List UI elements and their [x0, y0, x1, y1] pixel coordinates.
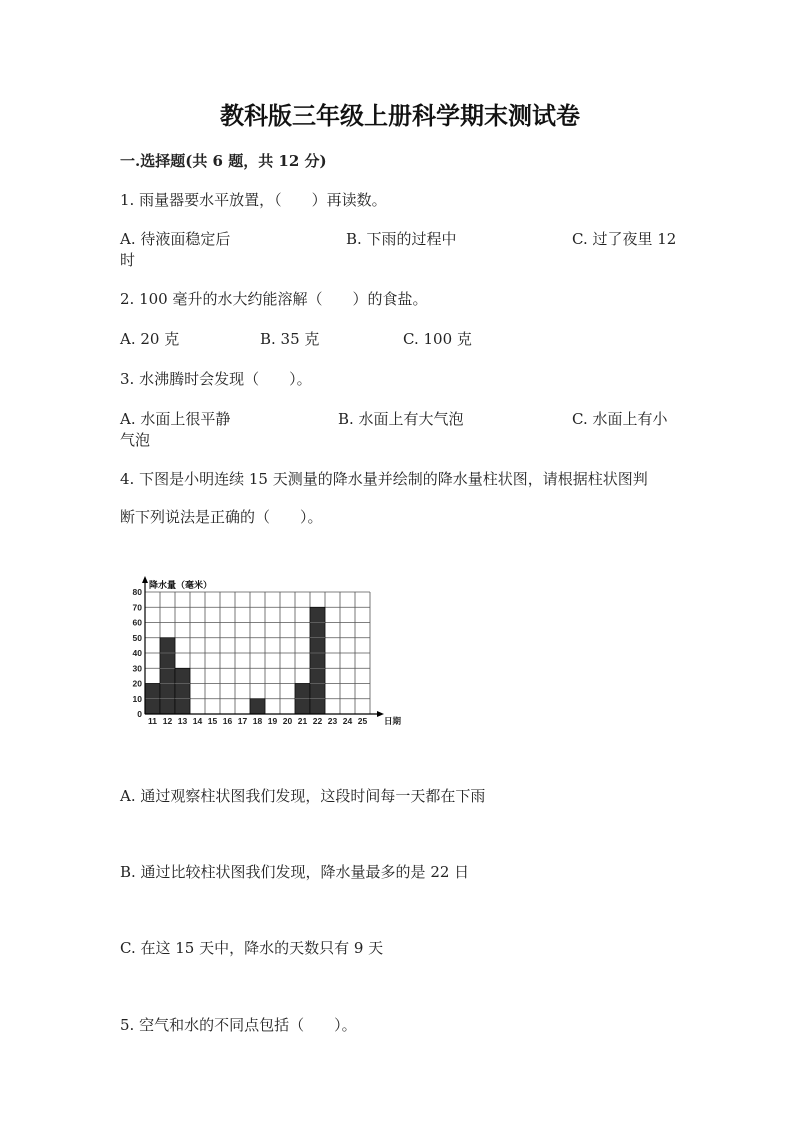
- q4-option-c: C. 在这 15 天中，降水的天数只有 9 天: [120, 939, 384, 957]
- x-tick-label: 16: [222, 716, 233, 726]
- q1-option-c: C. 过了夜里 12: [572, 230, 677, 248]
- bar-13: [175, 668, 190, 714]
- x-tick-label: 15: [207, 716, 218, 726]
- question-3: 3. 水沸腾时会发现（ ）。: [120, 370, 312, 388]
- page-title: 教科版三年级上册科学期末测试卷: [220, 101, 580, 130]
- precipitation-bar-chart: [110, 568, 402, 738]
- x-tick-label: 23: [327, 716, 338, 726]
- question-1: 1. 雨量器要水平放置，（ ）再读数。: [120, 191, 387, 209]
- bar-22: [310, 607, 325, 714]
- y-tick-label: 0: [137, 709, 142, 719]
- chart-svg: [110, 568, 402, 738]
- x-tick-label: 14: [192, 716, 203, 726]
- y-axis-arrow: [142, 576, 148, 583]
- q2-option-a: A. 20 克: [120, 330, 180, 348]
- y-tick-label: 10: [132, 693, 142, 704]
- x-axis-arrow: [377, 711, 384, 717]
- y-tick-label: 70: [132, 602, 142, 613]
- q4-option-b: B. 通过比较柱状图我们发现，降水量最多的是 22 日: [120, 863, 470, 881]
- bar-12: [160, 638, 175, 714]
- question-5: 5. 空气和水的不同点包括（ ）。: [120, 1016, 357, 1034]
- question-2: 2. 100 毫升的水大约能溶解（ ）的食盐。: [120, 290, 428, 308]
- q2-option-c: C. 100 克: [403, 330, 472, 348]
- y-tick-label: 80: [132, 587, 142, 597]
- y-tick-label: 40: [132, 648, 142, 658]
- q3-option-b: B. 水面上有大气泡: [338, 410, 464, 428]
- q3-option-a: A. 水面上很平静: [120, 410, 231, 428]
- x-tick-label: 24: [342, 716, 353, 726]
- q3-option-c: C. 水面上有小: [572, 410, 668, 428]
- q1-option-a: A. 待液面稳定后: [120, 230, 231, 248]
- x-tick-label: 19: [267, 716, 278, 726]
- y-tick-label: 20: [132, 678, 142, 689]
- x-tick-label: 21: [297, 716, 308, 726]
- x-tick-label: 17: [237, 716, 248, 726]
- q3-option-c-wrap: 气泡: [120, 431, 151, 449]
- x-tick-label: 11: [148, 716, 157, 726]
- x-tick-label: 22: [312, 716, 323, 726]
- q4-option-a: A. 通过观察柱状图我们发现，这段时间每一天都在下雨: [120, 787, 486, 805]
- question-4-line-2: 断下列说法是正确的（ ）。: [120, 508, 323, 526]
- q2-option-b: B. 35 克: [260, 330, 320, 348]
- q1-option-c-wrap: 时: [120, 251, 136, 269]
- q1-option-b: B. 下雨的过程中: [346, 230, 457, 248]
- x-tick-label: 25: [357, 716, 368, 726]
- y-tick-label: 30: [132, 663, 142, 674]
- x-tick-label: 18: [252, 716, 263, 726]
- y-tick-label: 60: [132, 617, 142, 628]
- bar-18: [250, 699, 265, 714]
- x-tick-label: 20: [282, 716, 293, 726]
- x-tick-label: 13: [177, 716, 188, 726]
- x-tick-label: 12: [162, 716, 173, 726]
- question-4-line-1: 4. 下图是小明连续 15 天测量的降水量并绘制的降水量柱状图，请根据柱状图判: [120, 470, 648, 488]
- section-heading: 一.选择题(共 6 题，共 12 分): [120, 152, 327, 170]
- y-tick-label: 50: [132, 632, 142, 643]
- x-axis-label: 日期: [384, 716, 402, 726]
- y-axis-label: 降水量（毫米）: [149, 580, 213, 590]
